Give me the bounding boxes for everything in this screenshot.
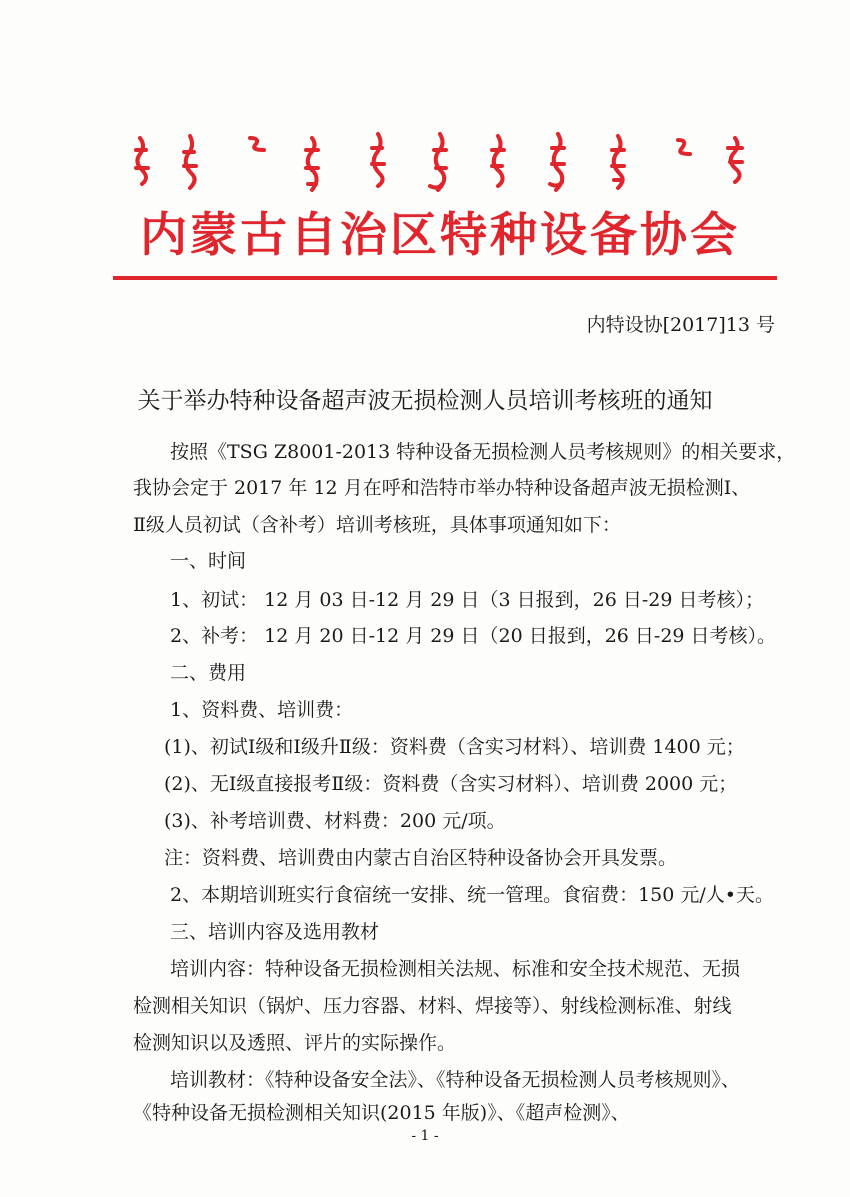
document-number: 内特设协[2017]13 号 [586,314,775,336]
section-heading: 二、费用 [170,662,247,684]
content-line: 培训内容：特种设备无损检测相关法规、标准和安全技术规范、无损 [170,958,741,980]
materials-line: 培训教材：《特种设备安全法》、《特种设备无损检测人员考核规则》、 [170,1069,741,1091]
section-heading: 一、时间 [170,550,247,572]
page-number: - 1 - [411,1128,439,1144]
fee-item: (3)、补考培训费、材料费：200 元/项。 [164,810,506,832]
fee-note: 注：资料费、培训费由内蒙古自治区特种设备协会开具发票。 [164,847,678,869]
schedule-item: 2、补考： 12 月 20 日-12 月 29 日（20 日报到，26 日-29 日考核）。 [170,625,777,647]
materials-line: 《特种设备无损检测相关知识(2015 年版)》、《超声检测》、 [133,1102,630,1124]
header-divider [113,276,777,280]
lodging-fee: 2、本期培训班实行食宿统一安排、统一管理。食宿费：150 元/人•天。 [170,884,775,906]
organization-title: 内蒙古自治区特种设备协会 [140,208,740,263]
section-heading: 三、培训内容及选用教材 [170,921,380,943]
fee-item: (1)、初试Ⅰ级和Ⅰ级升Ⅱ级：资料费（含实习材料）、培训费 1400 元； [164,736,745,758]
intro-line: 按照《TSG Z8001-2013 特种设备无损检测人员考核规则》的相关要求， [170,441,796,463]
content-line: 检测知识以及透照、评片的实际操作。 [133,1032,457,1054]
intro-line: 我协会定于 2017 年 12 月在呼和浩特市举办特种设备超声波无损检测Ⅰ、 [133,477,751,499]
fee-item: (2)、无Ⅰ级直接报考Ⅱ级：资料费（含实习材料）、培训费 2000 元； [164,773,738,795]
mongolian-script-header [130,128,760,198]
notice-title: 关于举办特种设备超声波无损检测人员培训考核班的通知 [137,388,713,414]
intro-line: Ⅱ级人员初试（含补考）培训考核班，具体事项通知如下： [133,514,621,536]
content-line: 检测相关知识（锅炉、压力容器、材料、焊接等）、射线检测标准、射线 [133,995,732,1017]
schedule-item: 1、初试： 12 月 03 日-12 月 29 日（3 日报到，26 日-29 日考核）； [170,589,764,611]
fee-subheading: 1、资料费、培训费： [170,699,354,721]
